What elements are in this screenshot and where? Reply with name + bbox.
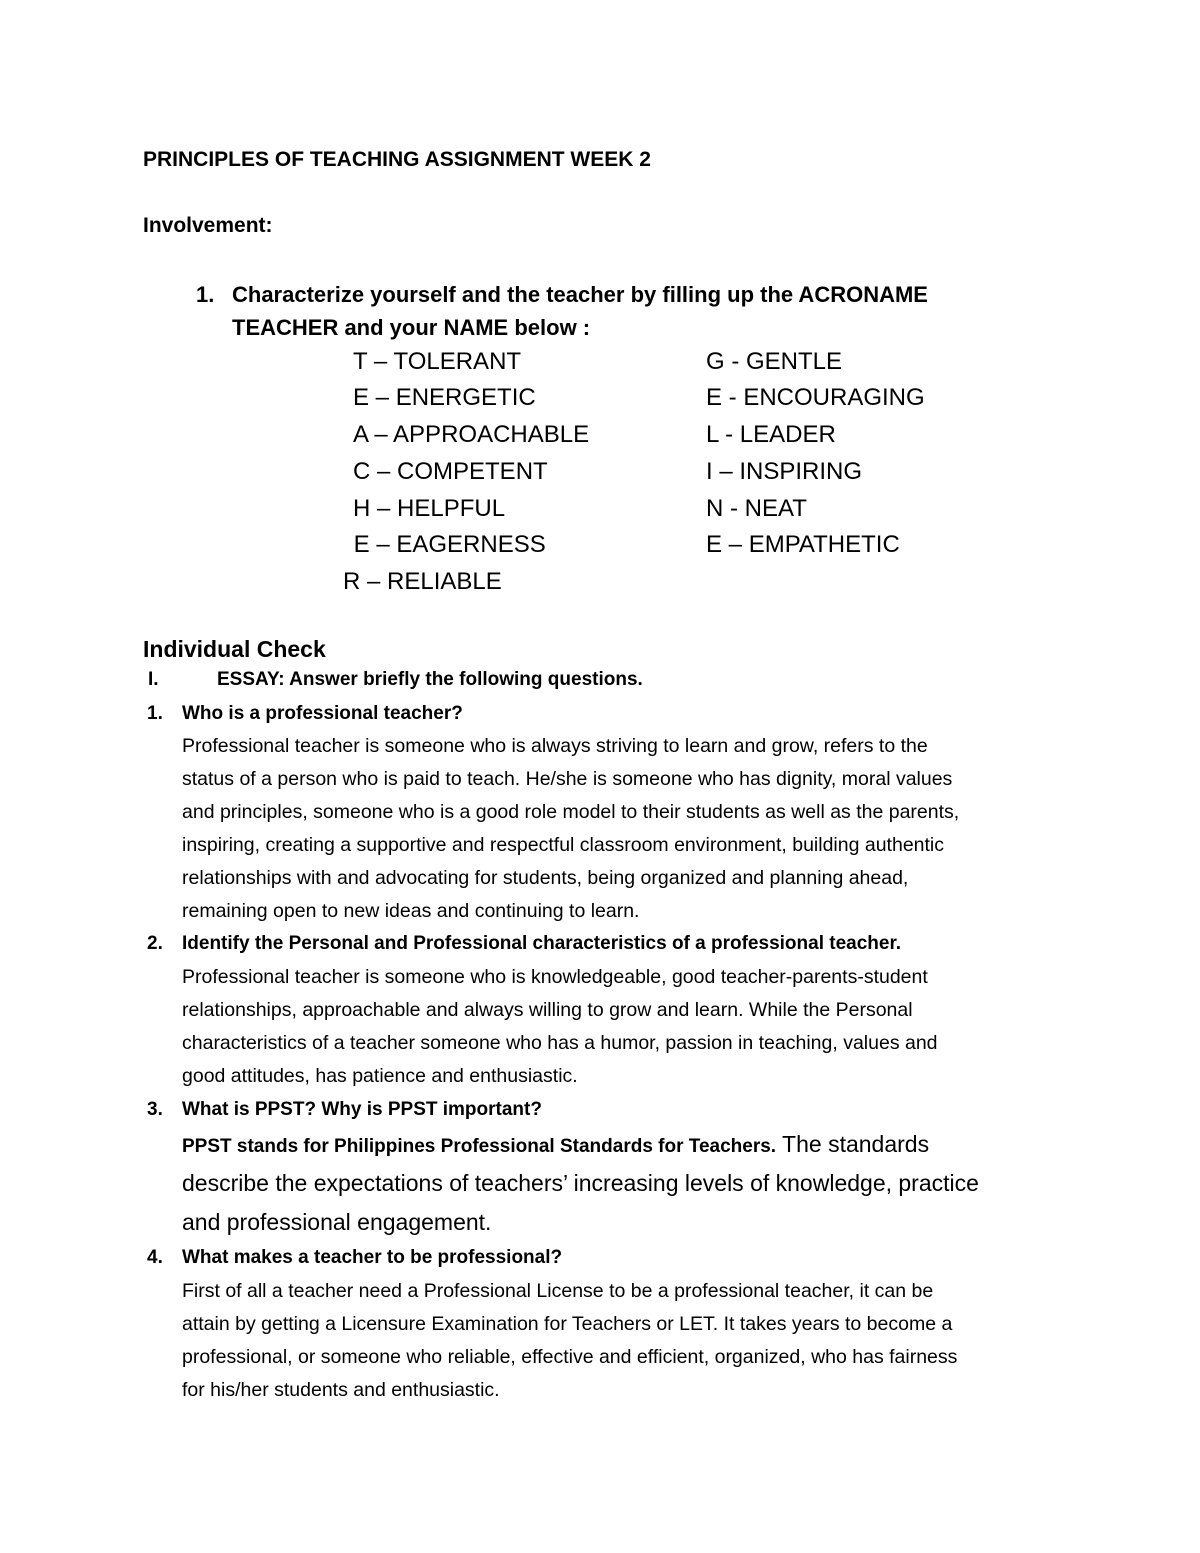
- question-number: 4.: [147, 1247, 163, 1268]
- question-number: 1.: [147, 703, 163, 724]
- answer-line: status of a person who is paid to teach. He/she is someone who has dignity, moral values: [182, 768, 953, 790]
- question-text: What is PPST? Why is PPST important?: [182, 1099, 542, 1120]
- document-title: PRINCIPLES OF TEACHING ASSIGNMENT WEEK 2: [143, 148, 651, 171]
- acronym-entry: T – TOLERANT: [353, 348, 522, 375]
- answer-text: The standards: [776, 1131, 930, 1157]
- acronym-entry: G - GENTLE: [706, 348, 843, 375]
- question-number: 2.: [147, 933, 163, 954]
- answer-line: professional, or someone who reliable, effective and efficient, organized, who has fairness: [182, 1346, 958, 1368]
- answer-bold-lead: PPST stands for Philippines Professional Standards for Teachers.: [182, 1136, 777, 1157]
- acronym-entry: H – HELPFUL: [353, 495, 506, 522]
- acronym-entry: I – INSPIRING: [706, 458, 863, 485]
- acronym-entry: C – COMPETENT: [353, 458, 548, 485]
- question-number: 3.: [147, 1099, 163, 1120]
- involvement-label: Involvement:: [143, 214, 273, 237]
- item-instruction-line: TEACHER and your NAME below :: [232, 315, 591, 340]
- answer-line: for his/her students and enthusiastic.: [182, 1379, 500, 1401]
- answer-line: inspiring, creating a supportive and respectful classroom environment, building authentic: [182, 834, 945, 856]
- question-text: What makes a teacher to be professional?: [182, 1247, 563, 1268]
- answer-line: relationships with and advocating for students, being organized and planning ahead,: [182, 867, 909, 889]
- answer-line: attain by getting a Licensure Examination for Teachers or LET. It takes years to become a: [182, 1313, 953, 1335]
- answer-line: [182, 1131, 929, 1158]
- answer-line: Professional teacher is someone who is knowledgeable, good teacher-parents-student: [182, 966, 928, 988]
- section-heading: Individual Check: [143, 636, 326, 662]
- question-text: Who is a professional teacher?: [182, 703, 463, 724]
- question-text: Identify the Personal and Professional characteristics of a professional teacher.: [182, 933, 902, 954]
- item-instruction-line: Characterize yourself and the teacher by filling up the ACRONAME: [232, 282, 928, 307]
- acronym-entry: A – APPROACHABLE: [353, 421, 590, 448]
- acronym-entry: E – ENERGETIC: [353, 384, 536, 411]
- acronym-entry: E – EMPATHETIC: [706, 531, 900, 558]
- answer-line: and professional engagement.: [182, 1209, 492, 1235]
- acronym-entry: E – EAGERNESS: [347, 531, 546, 558]
- answer-line: remaining open to new ideas and continuing to learn.: [182, 900, 640, 922]
- answer-line: characteristics of a teacher someone who has a humor, passion in teaching, values and: [182, 1032, 938, 1054]
- acronym-entry: R – RELIABLE: [343, 568, 502, 595]
- acronym-entry: E - ENCOURAGING: [706, 384, 925, 411]
- answer-line: relationships, approachable and always willing to grow and learn. While the Personal: [182, 999, 913, 1021]
- essay-instruction: ESSAY: Answer briefly the following questions.: [217, 669, 643, 690]
- answer-line: good attitudes, has patience and enthusiastic.: [182, 1065, 578, 1087]
- answer-line: and principles, someone who is a good role model to their students as well as the parents,: [182, 801, 960, 823]
- item-number: 1.: [196, 282, 215, 307]
- essay-roman-numeral: I.: [148, 669, 159, 690]
- answer-line: describe the expectations of teachers’ increasing levels of knowledge, practice: [182, 1170, 979, 1196]
- answer-line: First of all a teacher need a Professional License to be a professional teacher, it can be: [182, 1280, 934, 1302]
- acronym-entry: N - NEAT: [706, 495, 807, 522]
- acronym-entry: L - LEADER: [706, 421, 836, 448]
- answer-line: Professional teacher is someone who is always striving to learn and grow, refers to the: [182, 735, 928, 757]
